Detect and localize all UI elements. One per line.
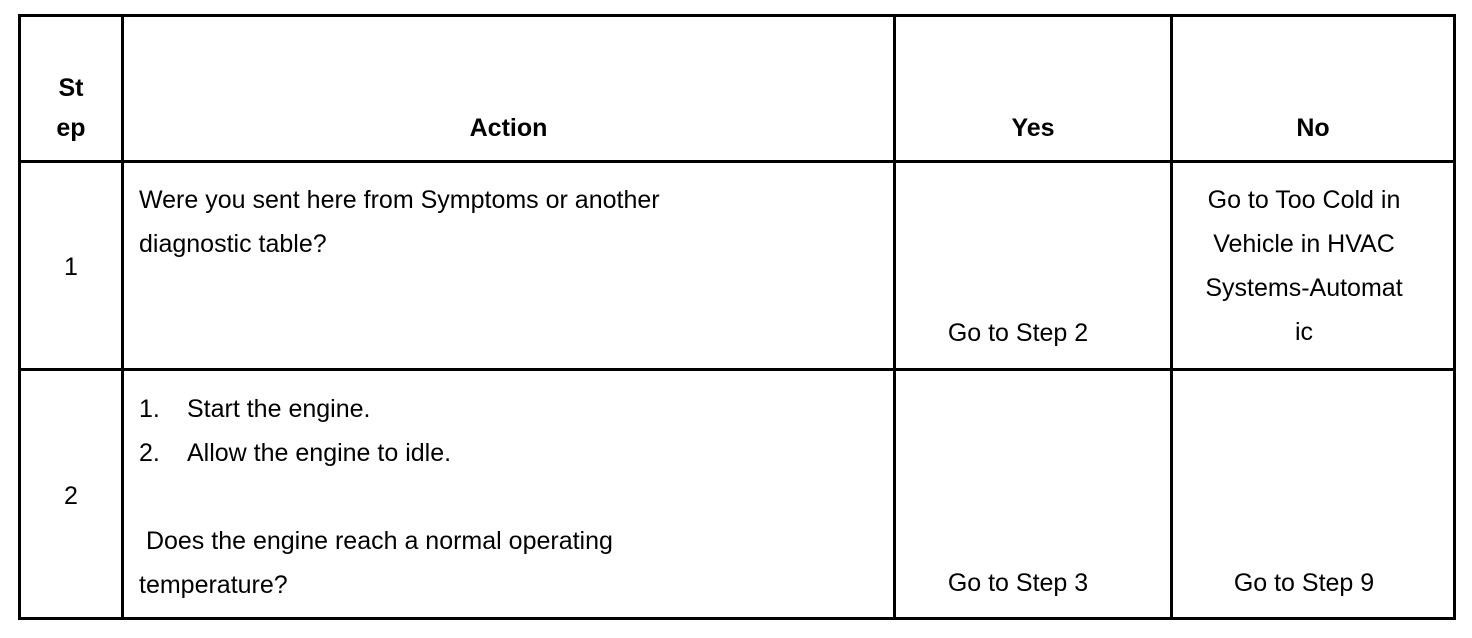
list-item	[139, 387, 879, 431]
list-item	[139, 431, 879, 475]
row-1-no	[1173, 178, 1435, 354]
row-2-action-question-line-2: temperature?	[139, 571, 288, 599]
row-2-no: Go to Step 9	[1233, 569, 1375, 597]
header-step	[21, 68, 121, 148]
row-1-action-line-2: diagnostic table?	[139, 230, 327, 258]
list-item-text: Allow the engine to idle.	[187, 439, 452, 467]
row-1-step: 1	[64, 253, 78, 281]
row-1-no-line-1: Go to Too Cold in	[1207, 186, 1401, 214]
row-2-action	[139, 387, 879, 607]
header-step-line-1: St	[58, 74, 84, 102]
list-item-number: 2.	[139, 439, 160, 467]
header-divider	[18, 160, 1456, 163]
row-1-action-line-1: Were you sent here from Symptoms or another	[139, 186, 660, 214]
row-1-no-line-4: ic	[1294, 318, 1314, 346]
row-2-action-spacer	[139, 475, 879, 519]
row-2-step: 2	[64, 482, 78, 510]
table-border-top	[18, 14, 1456, 17]
table-border-right	[1453, 14, 1456, 620]
row-1-yes: Go to Step 2	[947, 319, 1089, 347]
row-1-action	[139, 178, 879, 266]
diagnostic-table	[18, 14, 1456, 620]
header-yes: Yes	[1011, 114, 1055, 142]
table-border-bottom	[18, 617, 1456, 620]
row-2-yes: Go to Step 3	[947, 569, 1089, 597]
header-no: No	[1296, 114, 1330, 142]
row-divider	[18, 368, 1456, 371]
list-item-number: 1.	[139, 395, 160, 423]
row-1-no-line-2: Vehicle in HVAC	[1213, 230, 1395, 258]
list-item-text: Start the engine.	[187, 395, 371, 423]
row-1-no-line-3: Systems-Automat	[1205, 274, 1403, 302]
header-step-line-2: ep	[56, 114, 86, 142]
row-2-action-question-line-1: Does the engine reach a normal operating	[139, 527, 613, 555]
column-divider-step	[121, 14, 124, 620]
header-action: Action	[469, 114, 548, 142]
